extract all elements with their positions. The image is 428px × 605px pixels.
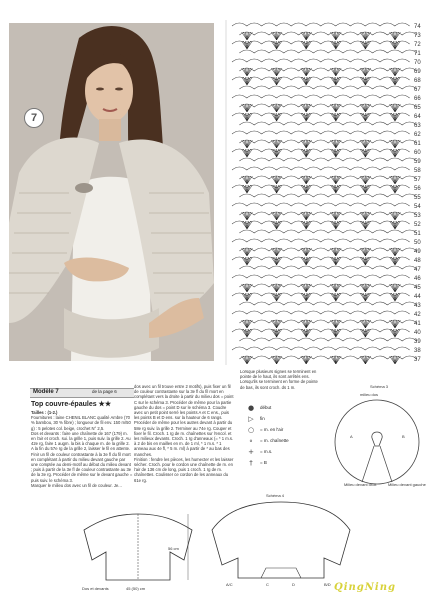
row-number: 65	[414, 105, 421, 111]
chart-row-arches	[239, 230, 417, 233]
row-number: 73	[414, 33, 421, 39]
chart-row-arches	[232, 41, 410, 44]
row-number: 43	[414, 303, 421, 309]
width-measure: 45 (50) cm	[126, 586, 146, 591]
chart-row-arches	[232, 311, 410, 314]
row-number: 51	[414, 231, 421, 237]
materials-paragraph: Fournitures : laine CHENIL BLANC qualité Ambre (70 % bambou, 30 % fibre) ; longueur de fil env. 150 m/50 g) : 5 pelotes col. beige, crochet N° 2,5.	[31, 415, 131, 431]
chart-row-arches	[232, 275, 410, 278]
chart-row-arches	[232, 257, 410, 260]
end-symbol-icon: ▷	[248, 414, 254, 423]
row-number: 62	[414, 132, 421, 138]
row-number: 47	[414, 267, 421, 273]
row-number: 40	[414, 330, 421, 336]
row-number: 44	[414, 294, 421, 300]
row-number: 41	[414, 321, 421, 327]
chart-row-fans	[242, 77, 401, 85]
chart-row-arches	[239, 122, 417, 125]
schema-3-diagram	[322, 380, 426, 495]
row-number: 48	[414, 258, 421, 264]
finishing-paragraph: Finition : fendre les pièces, les humecter et les laisser sécher. Croch. pour le cordon une chaînette de m. en l'air de 136 cm de long, puis 1 croch. 1 rg de m. chaînettes. Coulisser ce cordon de les anneaux du 61e rg.	[134, 456, 234, 483]
row-number: 37	[414, 357, 421, 363]
chart-row-fans	[242, 68, 401, 76]
chart-row-arches	[239, 302, 417, 305]
chart-row-arches	[232, 77, 410, 80]
schema-3-title: Schéma 3	[370, 384, 389, 389]
chart-row-arches	[232, 203, 410, 206]
row-number: 42	[414, 312, 421, 318]
chart-row-arches	[239, 158, 417, 161]
row-number: 54	[414, 204, 421, 210]
chart-row-arches	[232, 293, 410, 296]
row-number: 53	[414, 213, 421, 219]
chart-row-arches	[232, 185, 410, 188]
chart-row-fans	[242, 32, 401, 40]
chart-row-arches	[232, 59, 410, 62]
row-number: 68	[414, 78, 421, 84]
chart-row-arches	[232, 221, 410, 224]
chain-symbol-icon: ○	[247, 425, 255, 434]
model-page-ref: de la page 6	[92, 389, 117, 394]
schema-3-right-label: Milieu devant gauche	[388, 482, 426, 487]
symbol-note: Lorsque plusieurs signes se terminent en pointe de le haut, ils sont arrêtés ens. Lorsqu'ils se terminent en forme de pointe de bas, ils sont croch. ds 1 m.	[240, 369, 318, 390]
row-number: 45	[414, 285, 421, 291]
svg-text:D: D	[292, 582, 295, 587]
chart-row-fans	[242, 140, 401, 148]
chart-row-arches	[232, 347, 410, 350]
schema-4-title: Schéma 4	[266, 493, 285, 498]
legend-row: ∘ = m. chaînette	[242, 435, 310, 446]
col2-paragraph-1: dos avec un fil trouve entre 2 motifs), puis fixer un fil de couleur contrastante sur la 3e fl du fil mort en complétant vers la droite à partir du milieu dos = point C sur le schéma 3. Procéder de même pour la partie gauche du dos = point D sur le schéma 3. Coudre avec un petit point serré les points A et C ens., puis les points B et D ens. sur la hauteur de 6 rangs.	[134, 384, 234, 421]
legend-row: ○ = m. en l'air	[242, 424, 310, 435]
schema-4-diagram	[206, 490, 356, 590]
row-number: 39	[414, 339, 421, 345]
chart-row-arches	[232, 23, 410, 26]
chart-row-fans	[242, 185, 401, 193]
row-number: 74	[414, 24, 421, 30]
back-fronts-label: Dos et devants	[82, 586, 109, 591]
row-number: 50	[414, 240, 421, 246]
chart-row-fans	[242, 41, 401, 49]
chart-row-fans	[242, 212, 401, 220]
chart-row-arches	[232, 95, 410, 98]
row-number: 55	[414, 195, 421, 201]
chart-row-arches	[232, 131, 410, 134]
model-title: Modèle 7	[33, 389, 59, 395]
row-number: 63	[414, 123, 421, 129]
svg-text:A: A	[350, 434, 353, 439]
chart-row-fans	[242, 104, 401, 112]
chart-row-fans	[242, 320, 401, 328]
row-number: 59	[414, 159, 421, 165]
row-number: 38	[414, 348, 421, 354]
model-number-badge: 7	[24, 108, 44, 128]
row-number: 67	[414, 87, 421, 93]
chart-row-fans	[242, 113, 401, 121]
chart-row-fans	[242, 257, 401, 265]
svg-text:A/C: A/C	[226, 582, 233, 587]
double-crochet-symbol-icon: †	[249, 458, 253, 467]
chart-row-fans	[242, 221, 401, 229]
chart-row-arches	[239, 194, 417, 197]
model-photo	[9, 23, 214, 361]
row-number: 61	[414, 141, 421, 147]
schema-3-left-label: Milieu devant droit	[344, 482, 377, 487]
svg-text:C: C	[266, 582, 269, 587]
row-number: 49	[414, 249, 421, 255]
legend-row: + = m.s.	[242, 446, 310, 457]
chart-row-fans	[242, 176, 401, 184]
row-number: 60	[414, 150, 421, 156]
chart-row-arches	[239, 266, 417, 269]
chart-row-fans	[242, 329, 401, 337]
col2-paragraph-2: Procéder de même pour les autres devant à partir du 58e rg suiv. la grille 2. Terminer au 74e rg. Couper et fixer le fil. Croch. 1 rg de m. chaînettes sur l'encol. et les milieux devants. Croch. 1 rg d'anneaux (= * 1 m.s. à 2 de bis en mailles en m. de 1 ml, * 1 m.s. * 1 anneau aux 4e fl, * 5 m. ml) à partir de * au bas des manches.	[134, 420, 234, 457]
row-number: 52	[414, 222, 421, 228]
chart-row-fans	[242, 248, 401, 256]
chart-row-arches	[232, 167, 410, 170]
row-number: 66	[414, 96, 421, 102]
marking-paragraph: Marquer le milieu dos avec un fil de couleur. Je...	[31, 482, 122, 488]
schema-3-top-label: milieu dos	[360, 392, 379, 397]
chart-row-arches	[232, 149, 410, 152]
row-number: 57	[414, 177, 421, 183]
svg-text:B: B	[402, 434, 405, 439]
chart-row-fans	[242, 149, 401, 157]
legend-row: ● début	[242, 402, 310, 413]
symbol-legend	[242, 402, 310, 468]
row-number: 58	[414, 168, 421, 174]
crochet-chart	[226, 20, 426, 370]
chart-row-arches	[239, 338, 417, 341]
row-number: 69	[414, 69, 421, 75]
instructions-column-2	[134, 384, 234, 494]
row-number: 64	[414, 114, 421, 120]
piece-title: Top couvre-épaules ★★	[31, 401, 112, 408]
row-number: 56	[414, 186, 421, 192]
single-crochet-symbol-icon: +	[248, 447, 254, 456]
height-measure: 56 cm	[168, 546, 179, 551]
chart-row-fans	[242, 293, 401, 301]
svg-text:B/D: B/D	[324, 582, 331, 587]
legend-row: ▷ fin	[242, 413, 310, 424]
chart-row-fans	[242, 284, 401, 292]
chart-row-arches	[239, 86, 417, 89]
back-fronts-paragraph: Dos et devants : faire une chaînette de 167 (179) m. en l'air et croch. sui. la grille 1, puis suiv. la grille 2. Au 42e rg, faire 1 augm. la bis à chaque m. de la grille 2. A la fin du 57e rg de la grille 2, laisser le fil en attente. Finir un fil de couleur contrastante à la 3e fl du fil mort en complétant à partir du milieu devant gauche par une comptée au demi-motif au début du milieu devant ; puis à partir de la 3e fl de couleur contrastante au 3e de la 3e rg. Procéder de même sur le devant gauche = puis suiv. le schéma 3.	[31, 430, 133, 483]
row-number: 46	[414, 276, 421, 282]
chart-row-arches	[232, 329, 410, 332]
chart-row-arches	[239, 50, 417, 53]
row-number: 72	[414, 42, 421, 48]
slip-stitch-symbol-icon: ∘	[248, 436, 254, 445]
chart-row-arches	[232, 113, 410, 116]
back-fronts-diagram	[80, 510, 198, 595]
signature-watermark: QingNing	[334, 582, 396, 593]
row-number: 71	[414, 51, 421, 57]
legend-row: † = B	[242, 457, 310, 468]
start-symbol-icon: ●	[247, 403, 255, 412]
row-number: 70	[414, 60, 421, 66]
chart-row-fans	[242, 356, 401, 364]
sizes-paragraph: Tailles : (1-2.)	[31, 410, 58, 415]
chart-row-arches	[232, 239, 410, 242]
